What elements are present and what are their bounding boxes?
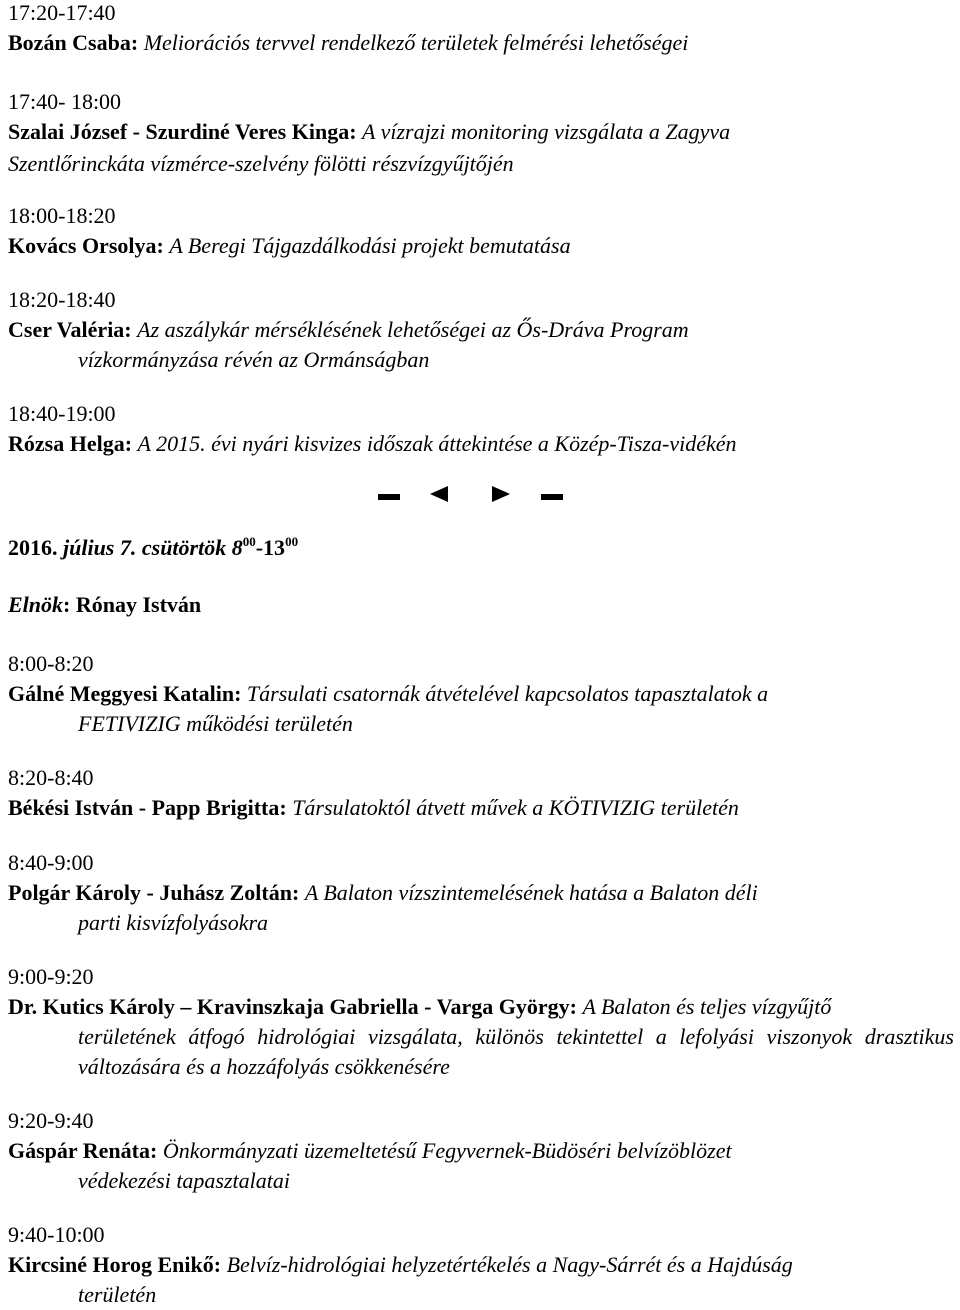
- talk-title: A 2015. évi nyári kisvizes időszak áttekintése a Közép-Tisza-vidékén: [137, 431, 737, 456]
- dash-left-right-dash-icon: [378, 482, 568, 504]
- chair-name: : Rónay István: [63, 592, 202, 617]
- talk-title-cont: FETIVIZIG működési területén: [78, 711, 353, 736]
- speaker: Szalai József - Szurdiné Veres Kinga:: [8, 119, 357, 144]
- speaker: Polgár Károly - Juhász Zoltán:: [8, 880, 300, 905]
- session-time: 9:00-9:20: [8, 964, 94, 989]
- talk-title: Önkormányzati üzemeltetésű Fegyvernek-Büdöséri belvízöblözet: [162, 1138, 732, 1163]
- session-time: 9:20-9:40: [8, 1108, 94, 1133]
- session-time: 8:20-8:40: [8, 765, 94, 790]
- session-10: [8, 1108, 954, 1196]
- start-minute: 00: [242, 534, 256, 549]
- date-month: július 7.: [63, 535, 137, 560]
- talk-title: A Balaton vízszintemelésének hatása a Balaton déli: [304, 880, 758, 905]
- talk-title-cont: területének átfogó hidrológiai vizsgálata, különös tekintettel a lefolyási viszonyok drasztikus változására és a hozzáfolyás csökkenésére: [78, 1024, 954, 1079]
- session-2: [8, 89, 954, 179]
- talk-title-cont: parti kisvízfolyásokra: [78, 910, 269, 935]
- session-chair: [8, 592, 201, 618]
- session-time: 9:40-10:00: [8, 1222, 105, 1247]
- session-talk: [8, 1250, 954, 1280]
- session-time: 8:40-9:00: [8, 850, 94, 875]
- speaker: Kircsiné Horog Enikő:: [8, 1252, 222, 1277]
- session-6: [8, 651, 954, 739]
- session-4: [8, 287, 954, 375]
- session-9: [8, 964, 954, 1082]
- speaker: Rózsa Helga:: [8, 431, 133, 456]
- talk-title-cont: vízkormányzása révén az Ormánságban: [78, 347, 430, 372]
- session-5: [8, 401, 954, 459]
- session-talk: [8, 315, 954, 345]
- session-talk-cont: [8, 709, 954, 739]
- speaker: Cser Valéria:: [8, 317, 132, 342]
- session-talk-cont: [8, 1166, 954, 1196]
- session-talk: [8, 793, 954, 823]
- session-talk-cont: [8, 1280, 954, 1310]
- talk-title: Meliorációs tervvel rendelkező területek felmérési lehetőségei: [143, 30, 689, 55]
- session-talk: [8, 992, 954, 1022]
- session-3: [8, 203, 954, 261]
- session-time: 18:00-18:20: [8, 203, 116, 228]
- session-time: 8:00-8:20: [8, 651, 94, 676]
- speaker: Kovács Orsolya:: [8, 233, 164, 258]
- talk-title: Az aszálykár mérséklésének lehetőségei az Ős-Dráva Program: [137, 317, 689, 342]
- session-talk: [8, 231, 954, 261]
- session-time: 17:20-17:40: [8, 0, 116, 25]
- session-talk: [8, 429, 954, 459]
- start-hour: 8: [231, 535, 243, 560]
- speaker: Békési István - Papp Brigitta:: [8, 795, 287, 820]
- session-time: 18:20-18:40: [8, 287, 116, 312]
- day-heading: [8, 534, 298, 561]
- session-1: [8, 0, 954, 58]
- speaker: Gálné Meggyesi Katalin:: [8, 681, 242, 706]
- session-time: 18:40-19:00: [8, 401, 116, 426]
- session-talk: [8, 28, 954, 58]
- speaker: Dr. Kutics Károly – Kravinszkaja Gabriella - Varga György:: [8, 994, 577, 1019]
- talk-title-cont: Szentlőrinckáta vízmérce-szelvény fölötti részvízgyűjtőjén: [8, 151, 514, 176]
- session-time: 17:40- 18:00: [8, 89, 122, 114]
- speaker: Gáspár Renáta:: [8, 1138, 158, 1163]
- session-talk-cont: [8, 1022, 954, 1082]
- end-minute: 00: [285, 534, 299, 549]
- session-talk: [8, 878, 954, 908]
- talk-title: Társulatoktól átvett művek a KÖTIVIZIG területén: [292, 795, 739, 820]
- speaker: Bozán Csaba:: [8, 30, 139, 55]
- talk-title-cont: védekezési tapasztalatai: [78, 1168, 291, 1193]
- talk-title: A Beregi Tájgazdálkodási projekt bemutatása: [169, 233, 571, 258]
- date-year: 2016.: [8, 535, 58, 560]
- session-talk: [8, 1136, 954, 1166]
- talk-title-cont: területén: [78, 1282, 157, 1307]
- chair-label: Elnök: [8, 592, 64, 617]
- talk-title: Társulati csatornák átvételével kapcsolatos tapasztalatok a: [246, 681, 769, 706]
- session-talk-cont: [8, 345, 954, 375]
- talk-title: A vízrajzi monitoring vizsgálata a Zagyva: [362, 119, 731, 144]
- session-talk: [8, 679, 954, 709]
- session-8: [8, 850, 954, 938]
- session-7: [8, 765, 954, 823]
- session-11: [8, 1222, 954, 1310]
- session-talk-cont: [8, 149, 954, 179]
- session-talk: [8, 117, 954, 147]
- talk-title: Belvíz-hidrológiai helyzetértékelés a Nagy-Sárrét és a Hajdúság: [226, 1252, 793, 1277]
- weekday: csütörtök: [141, 535, 227, 560]
- end-hour: -13: [255, 535, 286, 560]
- talk-title: A Balaton és teljes vízgyűjtő: [582, 994, 832, 1019]
- session-talk-cont: [8, 908, 954, 938]
